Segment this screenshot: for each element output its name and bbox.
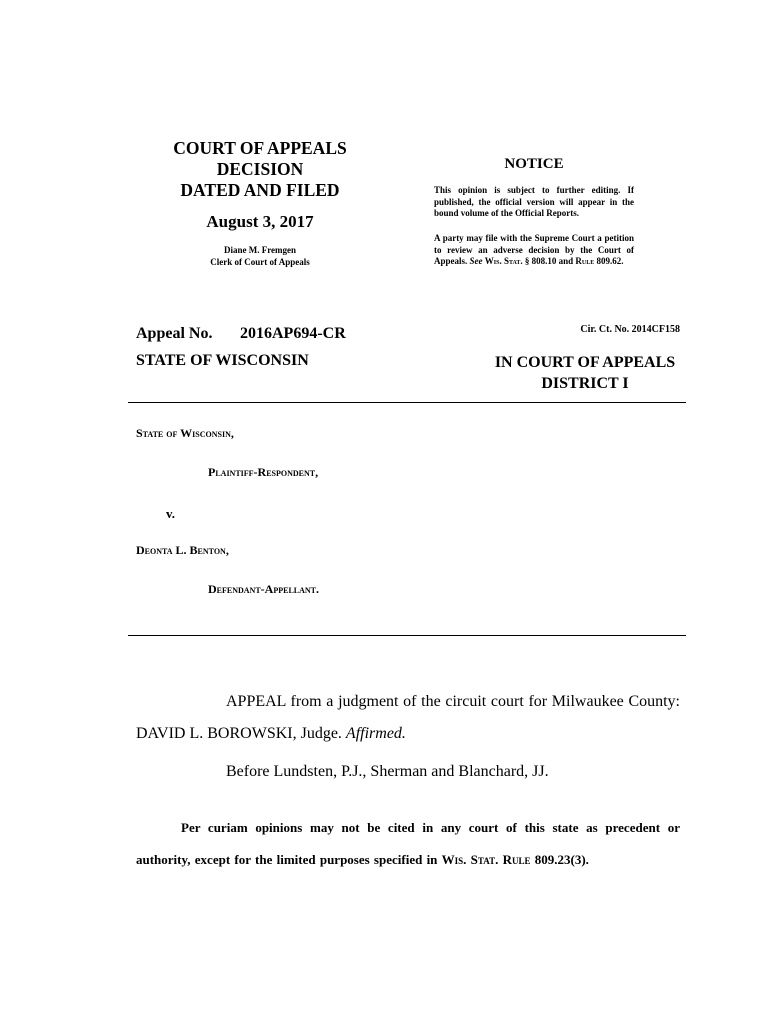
court-title-line: DECISION [216, 159, 304, 179]
notice-paragraph-review [434, 233, 634, 268]
per-curiam-rule-number: 809.23(3). [534, 852, 589, 867]
appeal-text: APPEAL from a judgment of the circuit court for Milwaukee County: DAVID L. BOROWSKI, Judge. [136, 693, 680, 742]
appeal-number: 2016AP694-CR [240, 325, 346, 342]
party-plaintiff-role: Plaintiff-Respondent, [208, 465, 319, 479]
notice-heading: NOTICE [504, 156, 564, 172]
versus: v. [166, 506, 176, 521]
caption-divider-top [128, 402, 686, 403]
party-plaintiff: State of Wisconsin, [136, 426, 234, 440]
notice-rule-number: 809.62. [596, 256, 624, 266]
notice-paragraph: This opinion is subject to further editing. If published, the official version will appear in the bound volume of the Official Reports. [434, 185, 634, 218]
appeal-result: Affirmed. [345, 725, 406, 742]
notice-review-text: A party may file with the Supreme Court a petition to review an adverse decision by the Court of Appeals. [434, 233, 634, 266]
clerk-name: Diane M. Fremgen [223, 245, 297, 255]
per-curiam-statute-cite: Wis. Stat. Rule [441, 852, 531, 867]
party-defendant-role: Defendant-Appellant. [208, 582, 320, 596]
notice-and: and [558, 256, 574, 266]
court-title-line: COURT OF APPEALS [173, 138, 347, 158]
clerk-block [150, 244, 370, 268]
notice-rule-cite: Rule [575, 256, 595, 266]
notice-see: See [469, 256, 483, 266]
state-name: STATE OF WISCONSIN [136, 352, 309, 369]
appeal-number-label: Appeal No. [136, 325, 213, 342]
court-title-line: DATED AND FILED [180, 180, 340, 200]
decision-date: August 3, 2017 [206, 212, 314, 231]
clerk-title: Clerk of Court of Appeals [210, 257, 310, 267]
per-curiam-text: Per curiam opinions may not be cited in any court of this state as precedent or authority, except for the limited purposes specified in [136, 820, 680, 867]
court-title [150, 138, 370, 201]
circuit-court-number: Cir. Ct. No. 2014CF158 [580, 324, 680, 335]
appeal-paragraph [136, 686, 680, 750]
notice-section: § 808.10 [524, 256, 557, 266]
court-district [470, 352, 700, 394]
party-defendant: Deonta L. Benton, [136, 543, 229, 557]
district-name: DISTRICT I [541, 375, 629, 392]
per-curiam-notice [136, 812, 680, 876]
court-name: IN COURT OF APPEALS [494, 354, 676, 371]
panel-judges: Before Lundsten, P.J., Sherman and Blanchard, JJ. [226, 763, 549, 780]
caption-divider-bottom [128, 635, 686, 636]
notice-statute-cite: Wis. Stat. [484, 256, 523, 266]
